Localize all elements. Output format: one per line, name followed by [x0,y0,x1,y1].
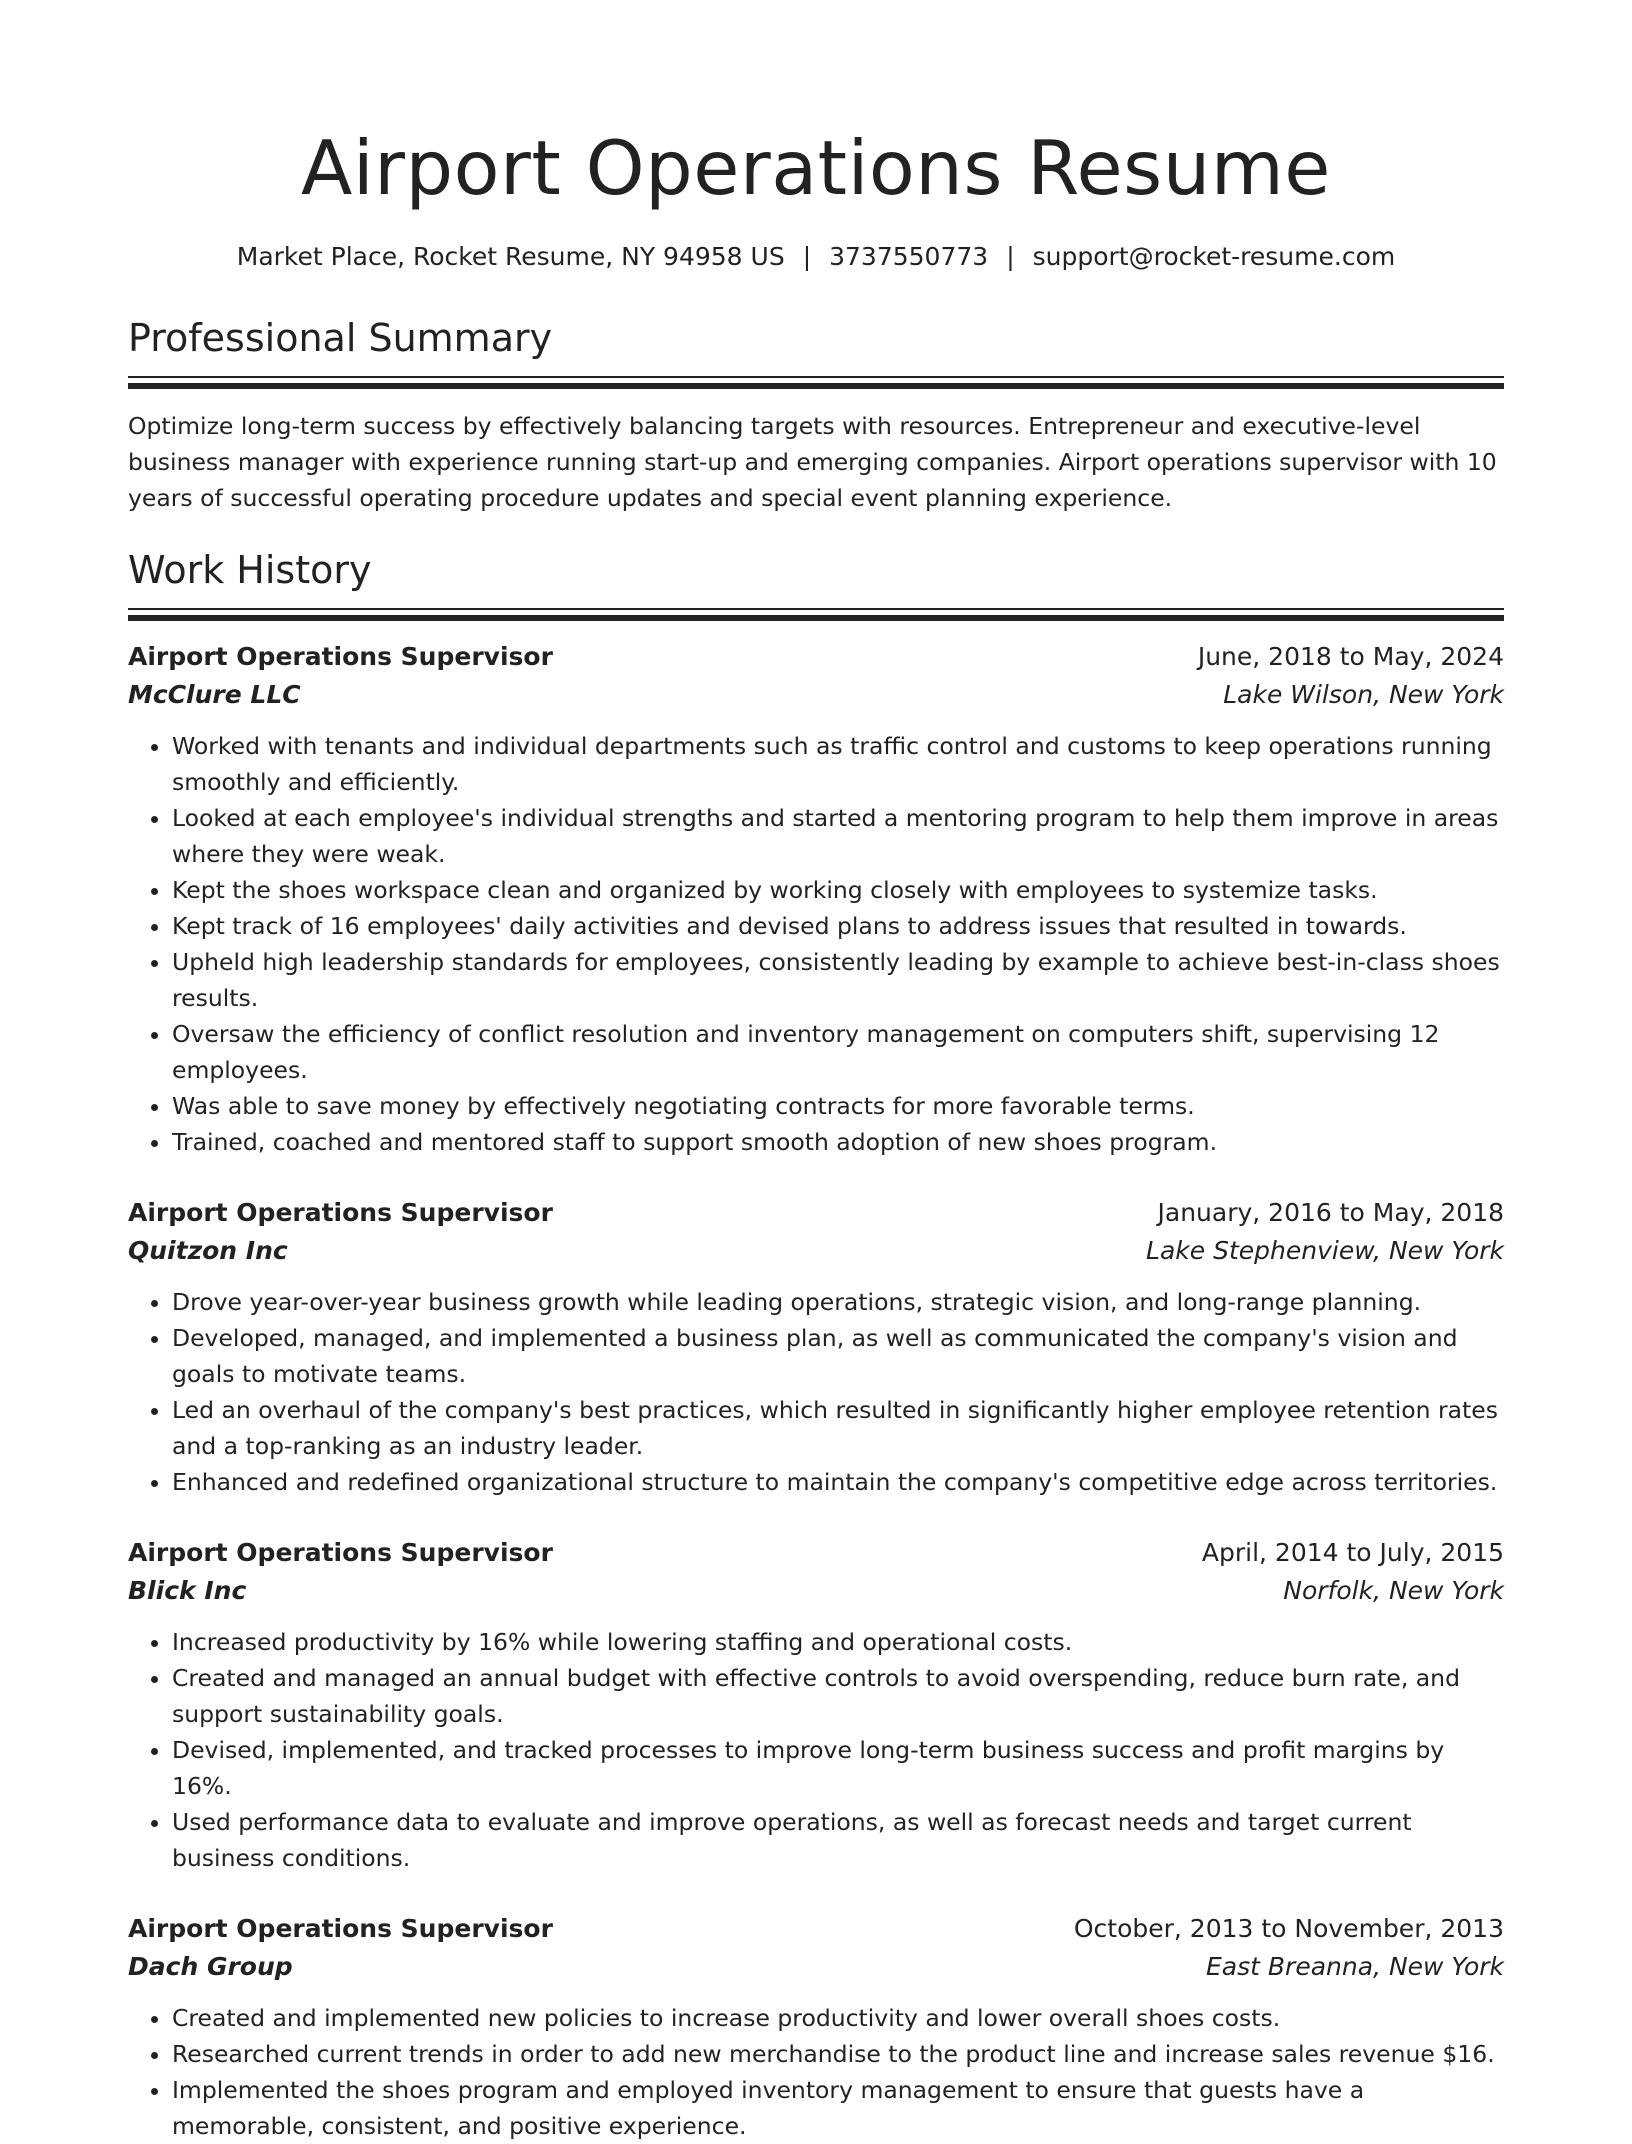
section-heading-work: Work History [128,548,372,592]
job-header [128,638,1504,676]
job-subheader [128,1572,1504,1610]
job-bullet: • Trained, coached and mentored staff to support smooth adoption of new shoes program. [172,1124,1504,1160]
section-divider [128,608,1504,620]
section-heading-summary: Professional Summary [128,316,553,360]
job-title: Airport Operations Supervisor [128,1198,553,1227]
resume-page [128,0,1504,2144]
job-header [128,1534,1504,1572]
job-bullet: • Developed, managed, and implemented a business plan, as well as communicated the company's vision and goals to motivate teams. [172,1320,1504,1392]
job-location: Norfolk, New York [1283,1576,1504,1605]
job-bullets [128,1284,1504,1500]
professional-summary-section [128,314,1504,516]
job-subheader [128,676,1504,714]
job-company: Dach Group [128,1952,293,1981]
job-bullet: • Was able to save money by effectively negotiating contracts for more favorable terms. [172,1088,1504,1124]
job-bullet: • Led an overhaul of the company's best practices, which resulted in significantly higher employee retention rates and a top-ranking as an industry leader. [172,1392,1504,1464]
job-bullets [128,2000,1504,2144]
job-location: East Breanna, New York [1206,1952,1504,1981]
contact-email: support@rocket-resume.com [1032,242,1396,271]
job-bullets [128,1624,1504,1876]
job-header [128,1910,1504,1948]
job-title: Airport Operations Supervisor [128,1538,553,1567]
job-bullet: • Worked with tenants and individual departments such as traffic control and customs to keep operations running smoothly and efficiently. [172,728,1504,800]
job-bullet: • Implemented the shoes program and employed inventory management to ensure that guests have a memorable, consistent, and positive experience. [172,2072,1504,2144]
contact-separator: | [1006,242,1015,271]
job-bullet: • Looked at each employee's individual strengths and started a mentoring program to help them improve in areas where they were weak. [172,800,1504,872]
job-subheader [128,1232,1504,1270]
contact-separator: | [802,242,812,271]
job-bullet: • Enhanced and redefined organizational structure to maintain the company's competitive edge across territories. [172,1464,1504,1500]
job-bullet: • Oversaw the efficiency of conflict resolution and inventory management on computers shift, supervising 12 employees. [172,1016,1504,1088]
job-title: Airport Operations Supervisor [128,642,553,671]
job-bullet: • Created and implemented new policies to increase productivity and lower overall shoes costs. [172,2000,1504,2036]
job-bullet: • Drove year-over-year business growth while leading operations, strategic vision, and long-range planning. [172,1284,1504,1320]
job-dates: October, 2013 to November, 2013 [1073,1914,1504,1943]
summary-text: Optimize long-term success by effectively balancing targets with resources. Entrepreneur and executive-level business manager with experience running start-up and emerging companies. Airport operations supervisor with 10 years of successful operating procedure updates and special event planning experience. [128,412,1497,512]
job-bullet: • Researched current trends in order to add new merchandise to the product line and increase sales revenue $16. [172,2036,1504,2072]
job-entry [128,1910,1504,2144]
job-title: Airport Operations Supervisor [128,1914,553,1943]
job-company: Blick Inc [128,1576,247,1605]
job-entry [128,638,1504,1160]
job-dates: June, 2018 to May, 2024 [1197,642,1504,671]
contact-phone: 3737550773 [829,242,989,271]
work-history-section [128,546,1504,2144]
contact-line [128,240,1504,274]
job-bullet: • Upheld high leadership standards for employees, consistently leading by example to achieve best-in-class shoes results. [172,944,1504,1016]
job-bullet: • Devised, implemented, and tracked processes to improve long-term business success and profit margins by 16%. [172,1732,1504,1804]
resume-title: Airport Operations Resume [301,124,1331,212]
contact-address: Market Place, Rocket Resume, NY 94958 US [236,242,785,271]
job-entry [128,1534,1504,1876]
job-location: Lake Stephenview, New York [1146,1236,1504,1265]
job-location: Lake Wilson, New York [1223,680,1504,709]
job-bullet: • Increased productivity by 16% while lowering staffing and operational costs. [172,1624,1504,1660]
job-company: McClure LLC [128,680,301,709]
job-company: Quitzon Inc [128,1236,288,1265]
job-header [128,1194,1504,1232]
job-subheader [128,1948,1504,1986]
section-divider [128,376,1504,388]
job-bullet: • Created and managed an annual budget with effective controls to avoid overspending, reduce burn rate, and support sustainability goals. [172,1660,1504,1732]
job-bullet: • Kept track of 16 employees' daily activities and devised plans to address issues that resulted in towards. [172,908,1504,944]
job-entry [128,1194,1504,1500]
job-dates: January, 2016 to May, 2018 [1157,1198,1504,1227]
job-dates: April, 2014 to July, 2015 [1201,1538,1504,1567]
job-bullets [128,728,1504,1160]
job-bullet: • Used performance data to evaluate and improve operations, as well as forecast needs and target current business conditions. [172,1804,1504,1876]
job-bullet: • Kept the shoes workspace clean and organized by working closely with employees to systemize tasks. [172,872,1504,908]
